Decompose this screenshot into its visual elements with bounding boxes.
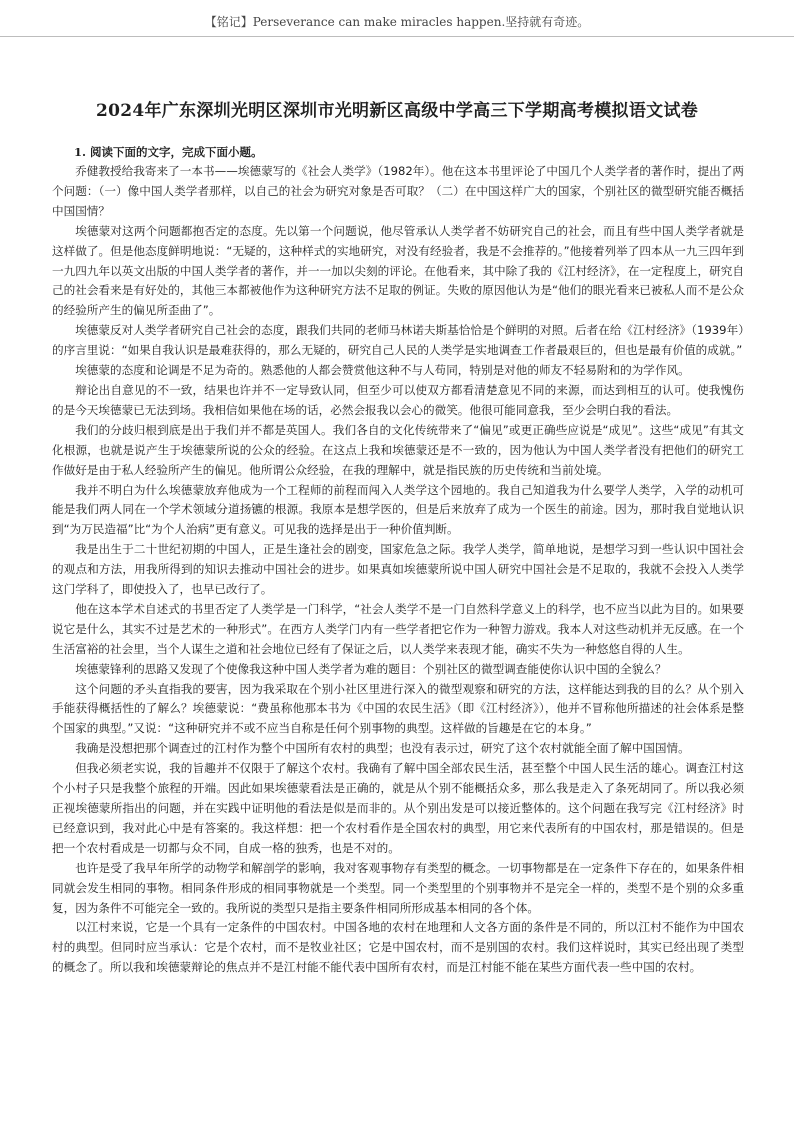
document-title: 2024年广东深圳光明区深圳市光明新区高级中学高三下学期高考模拟语文试卷: [95, 101, 699, 121]
paragraph: 这个问题的矛头直指我的要害，因为我采取在个别小社区里进行深入的微型观察和研究的方法，这样能达到我的目的么？从个别入手能获得概括性的了解么？埃德蒙说：“费虽称他那本书为《中国的农民生活》（即《江村经济》），他并不冒称他所描述的社会体系是整个国家的典型。”又说：“这种研究并不或不应当自称是任何个别事物的典型。这样做的旨趣是在它的本身。”: [52, 681, 744, 736]
paragraph: 乔健教授给我寄来了一本书——埃德蒙写的《社会人类学》（1982年）。他在这本书里评论了中国几个人类学者的著作时，提出了两个问题：（一）像中国人类学者那样，以自己的社会为研究对象是否可取？（二）在中国这样广大的国家，个别社区的微型研究能否概括中国国情？: [52, 164, 744, 218]
question-heading: 1. 阅读下面的文字，完成下面小题。: [74, 145, 263, 159]
paragraph: 我是出生于二十世纪初期的中国人，正是生逢社会的剧变，国家危急之际。我学人类学，简单地说，是想学习到一些认识中国社会的观点和方法，用我所得到的知识去推动中国社会的进步。如果真如埃德蒙所说中国人研究中国社会是不足取的，我就不会投入人类学这门学科了，即使投入了，也早已改行了。: [52, 542, 744, 597]
paragraph: 他在这本学术自述式的书里否定了人类学是一门科学，“社会人类学不是一门自然科学意义上的科学，也不应当以此为目的。如果要说它是什么，其实不过是艺术的一种形式”。在西方人类学门内有一些学者把它作为一种智力游戏。我本人对这些动机并无反感。在一个生活富裕的社会里，当个人谋生之道和社会地位已经有了保证之后，以人类学来表现才能，确实不失为一种悠悠自得的人生。: [52, 601, 744, 656]
paragraph: 辩论出自意见的不一致，结果也许并不一定导致认同，但至少可以使双方都看清楚意见不同的来源，而达到相互的认可。使我愧伤的是今天埃德蒙已无法到场。我相信如果他在场的话，必然会报我以会心的微笑。他很可能同意我，至少会明白我的看法。: [52, 382, 744, 417]
paragraph: 埃德蒙反对人类学者研究自己社会的态度，跟我们共同的老师马林诺夫斯基恰恰是个鲜明的对照。后者在给《江村经济》（1939年）的序言里说：“如果自我认识是最难获得的，那么无疑的，研究自己人民的人类学是实地调查工作者最艰巨的，但也是最有价值的成就。”: [52, 323, 744, 358]
paragraph: 我确是没想把那个调查过的江村作为整个中国所有农村的典型；也没有表示过，研究了这个农村就能全面了解中国国情。: [75, 741, 690, 756]
paragraph: 但我必须老实说，我的旨趣并不仅限于了解这个农村。我确有了解中国全部农民生活，甚至整个中国人民生活的雄心。调查江村这个小村子只是我整个旅程的开端。因此如果埃德蒙看法是正确的，就是从个别不能概括众多，那么我是走入了条死胡同了。所以我必须正视埃德蒙所指出的问题，并在实践中证明他的看法是似是而非的。从个别出发是可以接近整体的。这个问题在我写完《江村经济》时已经意识到，我对此心中是有答案的。我这样想：把一个农村看作是全国农村的典型，用它来代表所有的中国农村，那是错误的。但是把一个农村看成是一切都与众不同，自成一格的独秀，也是不对的。: [52, 761, 744, 855]
paragraph: 我们的分歧归根到底是出于我们并不都是英国人。我们各自的文化传统带来了“偏见”或更正确些应说是“成见”。这些“成见”有其文化根源，也就是说产生于埃德蒙所说的公众的经验。在这点上我和埃德蒙还是不一致的，因为他认为中国人类学者没有把他们的研究工作做好是由于私人经验所产生的偏见。他所谓公众经验，在我的理解中，就是指民族的历史传统和当前处境。: [52, 422, 744, 477]
paragraph: 我并不明白为什么埃德蒙放弃他成为一个工程师的前程而闯入人类学这个园地的。我自己知道我为什么要学人类学，入学的动机可能是我们两人同在一个学术领域分道扬镳的根源。我原本是想学医的，但是后来放弃了成为一个医生的前途。因为，那时我自觉地认识到“为万民造福”比“为个人治病”更有意义。可见我的选择是出于一种价值判断。: [52, 482, 744, 537]
header-divider: [0, 36, 794, 37]
paragraph: 也许是受了我早年所学的动物学和解剖学的影响，我对客观事物存有类型的概念。一切事物都是在一定条件下存在的，如果条件相同就会发生相同的事物。相同条件形成的相同事物就是一个类型。同一个类型里的个别事物并不是完全一样的，类型不是个别的众多重复，因为条件不可能完全一致的。我所说的类型只是指主要条件相同所形成基本相同的各个体。: [52, 860, 744, 915]
paragraph: 埃德蒙对这两个问题都抱否定的态度。先以第一个问题说，他尽管承认人类学者不妨研究自己的社会，而且有些中国人类学者就是这样做了。但是他态度鲜明地说：“无疑的，这种样式的实地研究，对没有经验者，我是不会推荐的。”他接着列举了四本从一九三四年到一九四九年以英文出版的中国人类学者的著作，并一一加以尖刻的评论。在他看来，其中除了我的《江村经济》，在一定程度上，研究自己的社会看来是有好处的，其他三本都被他作为这种研究方法不足取的例证。失败的原因他认为是“他们的眼光看来已被私人而不是公众的经验所产生的偏见所歪曲了”。: [52, 223, 744, 318]
page-header-motto: 【铭记】Perseverance can make miracles happen.坚持就有奇迹。: [204, 15, 590, 29]
paragraph: 埃德蒙的态度和论调是不足为奇的。熟悉他的人都会赞赏他这种不与人苟同，特别是对他的师友不轻易附和的为学作风。: [75, 363, 690, 378]
paragraph: 埃德蒙锋利的思路又发现了个使像我这种中国人类学者为难的题目：个别社区的微型调查能使你认识中国的全貌么？: [75, 661, 667, 676]
reading-passage: [52, 162, 744, 978]
paragraph: 以江村来说，它是一个具有一定条件的中国农村。中国各地的农村在地理和人文各方面的条件是不同的，所以江村不能作为中国农村的典型。但同时应当承认：它是个农村，而不是牧业社区；它是中国农村，而不是别国的农村。我们这样说时，其实已经出现了类型的概念了。所以我和埃德蒙辩论的焦点并不是江村能不能代表中国所有农村，而是江村能不能在某些方面代表一些中国的农村。: [52, 920, 744, 975]
